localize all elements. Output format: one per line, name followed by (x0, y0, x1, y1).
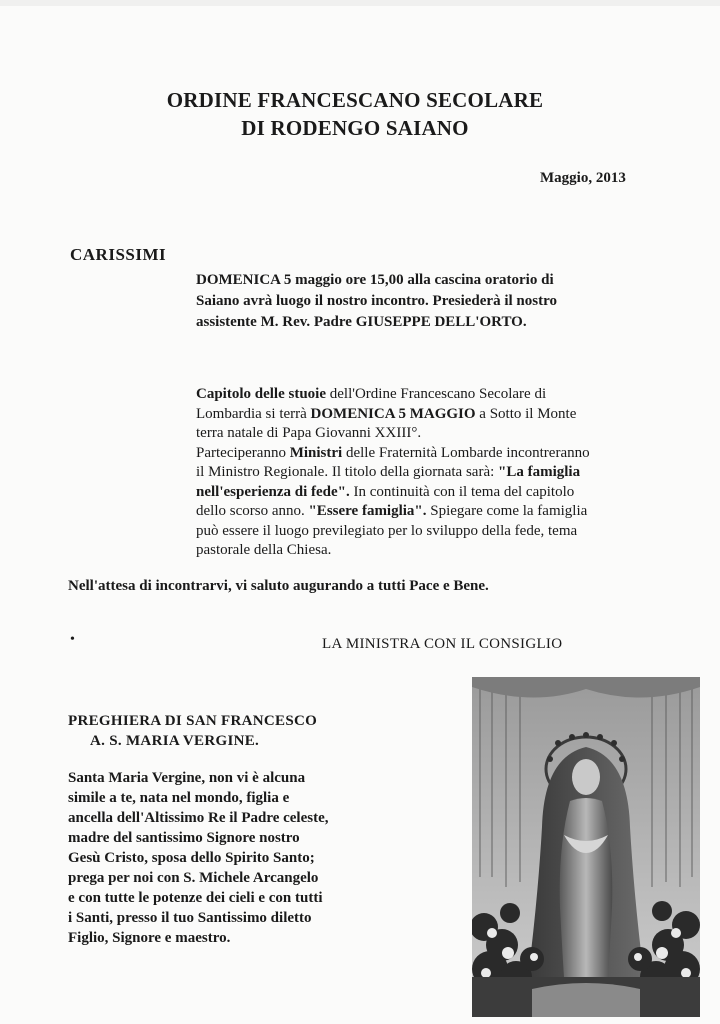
prayer-title (68, 711, 317, 751)
letter-date: Maggio, 2013 (540, 170, 626, 186)
org-title: ORDINE FRANCESCANO SECOLARE (166, 88, 544, 112)
chapter-text: il Ministro Regionale. Il titolo della giornata sarà: (196, 464, 499, 480)
prayer-line: madre del santissimo Signore nostro (68, 830, 300, 846)
announcement-line: assistente M. Rev. Padre GIUSEPPE DELL'ORTO. (196, 314, 527, 330)
announcement-line: Saiano avrà luogo il nostro incontro. Presiederà il nostro (196, 293, 557, 309)
closing-greeting: Nell'attesa di incontrarvi, vi saluto augurando a tutti Pace e Bene. (68, 578, 489, 594)
chapter-line (196, 405, 666, 425)
prayer-line: prega per noi con S. Michele Arcangelo (68, 870, 319, 886)
chapter-text: Spiegare come la famiglia (426, 503, 588, 519)
chapter-text: dell'Ordine Francescano Secolare di (326, 386, 547, 402)
prayer-title-line: A. S. MARIA VERGINE. (90, 733, 260, 749)
ministers-label: Ministri (289, 444, 343, 461)
prayer-line: Santa Maria Vergine, non vi è alcuna (68, 770, 306, 786)
chapter-text: Parteciperanno (196, 444, 290, 461)
chapter-text: delle Fraternità Lombarde incontreranno (342, 444, 590, 461)
chapter-line (196, 502, 666, 522)
prayer-line: i Santi, presso il tuo Santissimo diletto (68, 910, 312, 926)
bullet-mark: • (70, 632, 75, 647)
chapter-line: pastorale della Chiesa. (196, 542, 332, 558)
chapter-text: dello scorso anno. (196, 503, 309, 519)
prayer-title-line: PREGHIERA DI SAN FRANCESCO (68, 713, 318, 729)
chapter-date: DOMENICA 5 MAGGIO (310, 405, 476, 422)
prayer-text (68, 768, 329, 948)
prayer-line: e con tutte le potenze dei cieli e con tutti (68, 890, 323, 906)
letter-greeting: CARISSIMI (70, 245, 167, 264)
theme-title: "La famiglia (498, 464, 581, 480)
prayer-line: Gesù Cristo, sposa dello Spirito Santo; (68, 850, 315, 866)
previous-theme: "Essere famiglia". (308, 503, 427, 519)
prayer-line: ancella dell'Altissimo Re il Padre celeste, (68, 810, 329, 826)
meeting-announcement (196, 270, 656, 333)
chapter-line: può essere il luogo previlegiato per lo sviluppo della fede, tema (196, 522, 578, 539)
signature: LA MINISTRA CON IL CONSIGLIO (322, 636, 563, 652)
chapter-line (196, 463, 666, 483)
theme-title: nell'esperienza di fede". (196, 483, 350, 500)
chapter-text: In continuità con il tema del capitolo (349, 483, 575, 500)
statue-illustration (472, 677, 700, 1017)
announcement-line: DOMENICA 5 maggio ore 15,00 alla cascina oratorio di (196, 272, 554, 288)
virgin-mary-statue-image (472, 677, 700, 1017)
chapter-text: a Sotto il Monte (475, 405, 577, 422)
prayer-line: Figlio, Signore e maestro. (68, 930, 231, 946)
org-subtitle: DI RODENGO SAIANO (241, 116, 469, 140)
chapter-name: Capitolo delle stuoie (196, 386, 326, 402)
chapter-announcement (196, 385, 666, 561)
chapter-line (196, 483, 666, 503)
chapter-line (196, 385, 666, 405)
prayer-line: simile a te, nata nel mondo, figlia e (68, 790, 290, 806)
scan-edge (0, 0, 720, 6)
chapter-line (196, 444, 666, 464)
chapter-text: Lombardia si terrà (196, 405, 311, 422)
chapter-line: terra natale di Papa Giovanni XXIII°. (196, 425, 422, 441)
